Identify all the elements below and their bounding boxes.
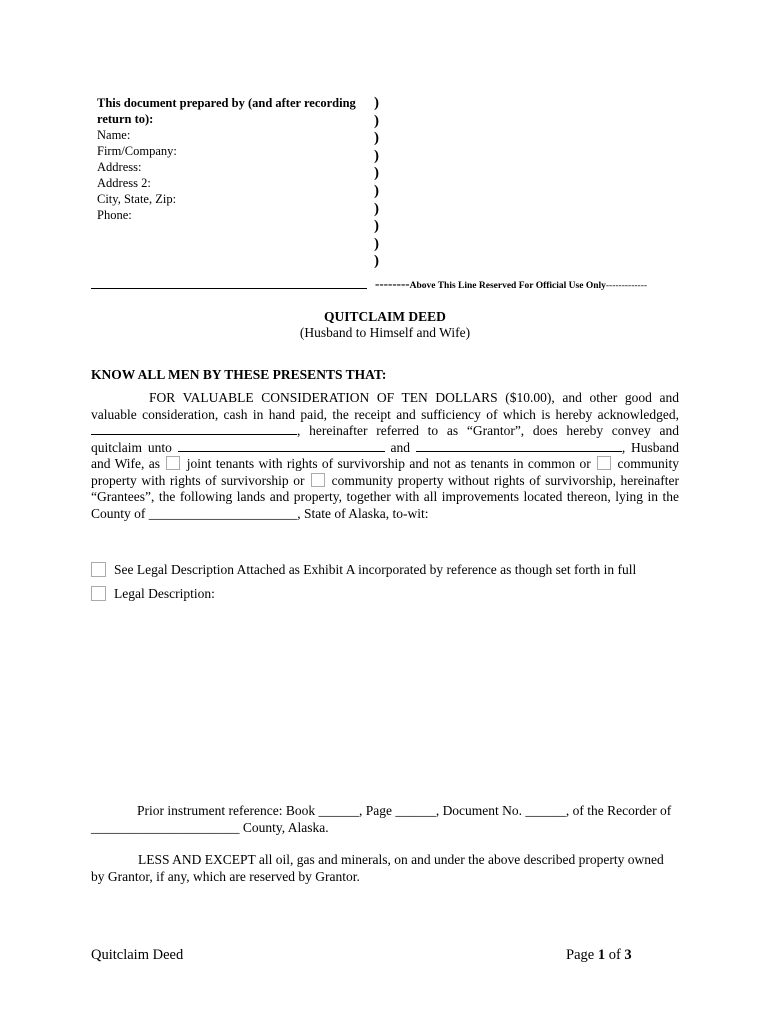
paren: ) <box>374 147 379 164</box>
exhibit-option: See Legal Description Attached as Exhibit A incorporated by reference as though set forth in full <box>91 562 636 578</box>
less-except-paragraph: LESS AND EXCEPT all oil, gas and minerals, on and under the above described property owned by Grantor, if any, which are reserved by Grantor. <box>91 852 664 884</box>
field-phone: Phone: <box>97 208 132 222</box>
consideration-paragraph: FOR VALUABLE CONSIDERATION OF TEN DOLLARS ($10.00), and other good and valuable consideration, cash in hand paid, the receipt and sufficiency of which is hereby acknowledged, , hereinafter referred to as “Grantor”, does hereby convey and quitclaim unto and , Husband and Wife, as joint tenants with rights of survivorship and not as tenants in common or community property with rights of survivorship or community property without rights of survivorship, hereinafter “Grantees”, the following lands and property, together with all improvements located thereon, lying in the County of ______________________, State of Alaska, to-wit: <box>91 390 680 521</box>
paren: ) <box>374 112 379 129</box>
field-address-2: Address 2: <box>97 176 151 190</box>
legal-description-option: Legal Description: <box>91 586 215 602</box>
paren: ) <box>374 235 379 252</box>
know-all-heading: KNOW ALL MEN BY THESE PRESENTS THAT: <box>91 367 387 382</box>
paren: ) <box>374 95 379 111</box>
paren: ) <box>374 218 379 235</box>
reserved-line: --------Above This Line Reserved For Official Use Only------------- <box>375 276 648 291</box>
preparer-heading: This document prepared by (and after recording return to): <box>97 96 356 126</box>
signature-line <box>91 288 367 289</box>
grantee-2-blank[interactable] <box>416 440 622 452</box>
paren-column <box>374 95 379 271</box>
preparer-block <box>97 95 367 223</box>
paren: ) <box>374 182 379 199</box>
paren: ) <box>374 165 379 182</box>
field-firm: Firm/Company: <box>97 144 177 158</box>
community-property-survivorship-checkbox[interactable] <box>597 456 611 470</box>
prior-reference-paragraph: Prior instrument reference: Book ______, Page ______, Document No. ______, of the Recorder of ______________________ County, Alaska. <box>91 803 672 835</box>
document-subtitle: (Husband to Himself and Wife) <box>299 325 471 340</box>
document-title: QUITCLAIM DEED <box>324 309 446 324</box>
community-property-no-survivorship-checkbox[interactable] <box>311 473 325 487</box>
field-address: Address: <box>97 160 142 174</box>
grantee-1-blank[interactable] <box>178 440 385 452</box>
paren: ) <box>374 200 379 217</box>
footer-title: Quitclaim Deed <box>91 947 184 963</box>
paren: ) <box>374 253 379 270</box>
page-number: Page 1 of 3 <box>566 947 632 963</box>
grantor-name-blank[interactable] <box>91 423 297 435</box>
joint-tenants-checkbox[interactable] <box>166 456 180 470</box>
field-name: Name: <box>97 128 131 142</box>
field-city-state-zip: City, State, Zip: <box>97 192 177 206</box>
legal-description-checkbox[interactable] <box>91 586 106 601</box>
exhibit-checkbox[interactable] <box>91 562 106 577</box>
paren: ) <box>374 130 379 147</box>
